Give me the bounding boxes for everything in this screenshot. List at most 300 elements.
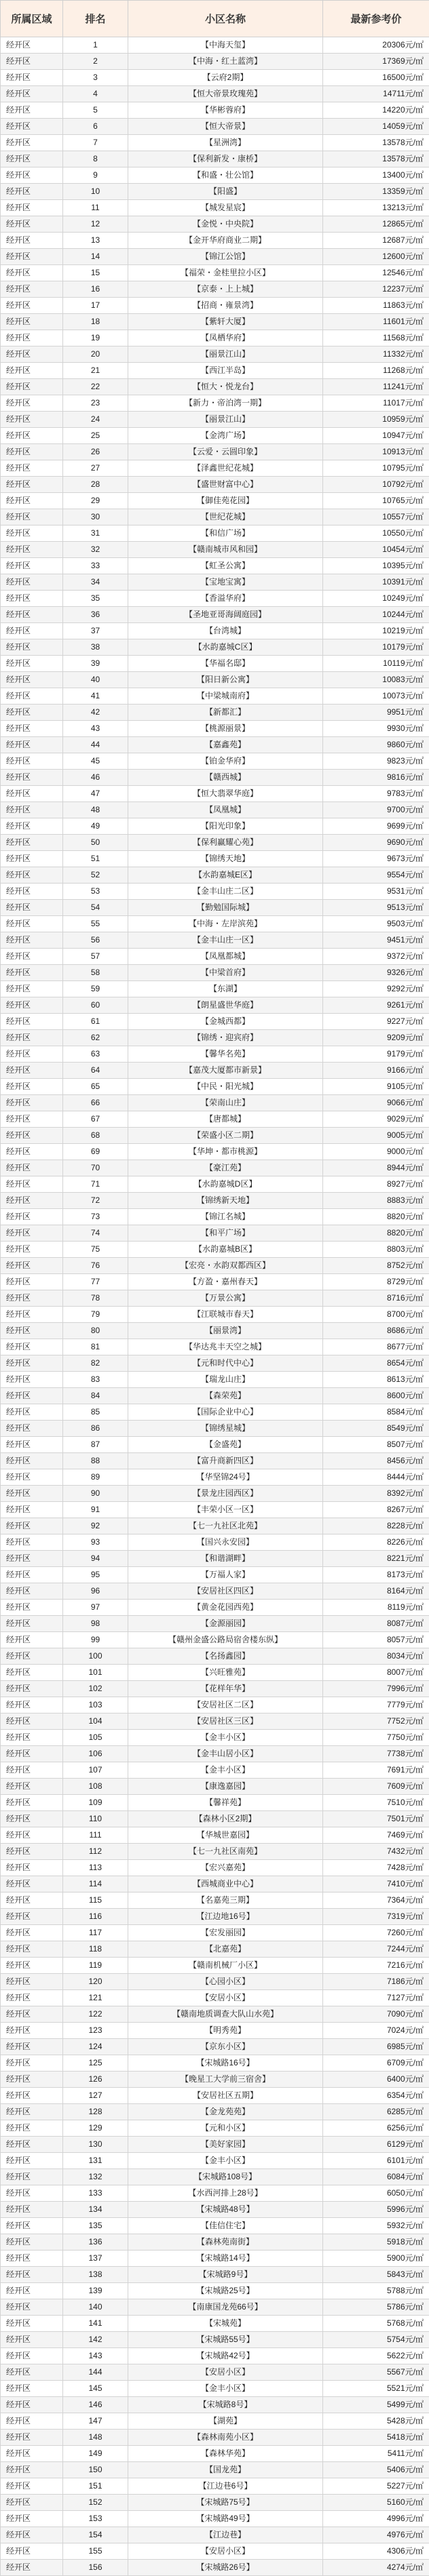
rank-cell: 24 (63, 412, 128, 428)
table-row (1, 949, 429, 965)
community-name-cell: 【方盈・嘉州春天】 (128, 1274, 323, 1290)
price-unit: 元/㎡ (405, 2074, 424, 2084)
price-unit: 元/㎡ (405, 1440, 424, 1449)
price-unit: 元/㎡ (405, 1879, 424, 1888)
price-value: 11017 (383, 398, 405, 408)
rank-cell: 85 (63, 1404, 128, 1421)
price-value: 9783 (387, 789, 405, 798)
table-row (1, 1111, 429, 1128)
community-name-cell: 【恒大帝景】 (128, 119, 323, 135)
table-row (1, 1258, 429, 1274)
price-cell (323, 2120, 429, 2137)
price-cell (323, 639, 429, 656)
table-row (1, 1551, 429, 1567)
district-cell: 经开区 (1, 1746, 63, 1762)
table-row (1, 151, 429, 167)
community-name-cell: 【桃源丽景】 (128, 721, 323, 737)
table-row (1, 1518, 429, 1534)
price-cell (323, 2381, 429, 2397)
community-name-cell: 【宋城路14号】 (128, 2251, 323, 2267)
price-unit: 元/㎡ (405, 121, 424, 131)
price-unit: 元/㎡ (405, 2383, 424, 2393)
district-cell: 经开区 (1, 119, 63, 135)
district-cell: 经开区 (1, 1111, 63, 1128)
price-unit: 元/㎡ (405, 447, 424, 456)
table-row (1, 412, 429, 428)
price-cell (323, 2251, 429, 2267)
district-cell: 经开区 (1, 1014, 63, 1030)
price-cell (323, 2039, 429, 2055)
table-row (1, 1225, 429, 1242)
rank-cell: 129 (63, 2120, 128, 2137)
price-value: 8034 (387, 1651, 405, 1661)
price-unit: 元/㎡ (405, 2416, 424, 2425)
community-name-cell: 【台湾城】 (128, 623, 323, 639)
price-unit: 元/㎡ (405, 317, 424, 326)
rank-cell: 25 (63, 428, 128, 444)
rank-cell: 153 (63, 2511, 128, 2527)
table-row (1, 1307, 429, 1323)
table-row (1, 298, 429, 314)
price-unit: 元/㎡ (405, 854, 424, 863)
price-unit: 元/㎡ (405, 1065, 424, 1075)
table-row (1, 2169, 429, 2185)
community-name-cell: 【阳光印象】 (128, 818, 323, 835)
price-value: 7024 (387, 2025, 405, 2035)
table-row (1, 2462, 429, 2478)
rank-cell: 21 (63, 363, 128, 379)
rank-cell: 58 (63, 965, 128, 981)
price-value: 11268 (383, 365, 405, 375)
table-row (1, 395, 429, 412)
price-cell (323, 1762, 429, 1779)
district-cell: 经开区 (1, 1469, 63, 1486)
price-cell (323, 2088, 429, 2104)
community-name-cell: 【金龙苑苑】 (128, 2104, 323, 2120)
price-cell (323, 2446, 429, 2462)
price-value: 8221 (387, 1553, 405, 1563)
table-row (1, 1600, 429, 1616)
rank-cell: 118 (63, 1941, 128, 1958)
district-cell: 经开区 (1, 2202, 63, 2218)
rank-cell: 65 (63, 1079, 128, 1095)
community-name-cell: 【和信广场】 (128, 526, 323, 542)
table-row (1, 1290, 429, 1307)
price-cell (323, 298, 429, 314)
price-unit: 元/㎡ (405, 1309, 424, 1319)
price-value: 7510 (387, 1798, 405, 1807)
community-name-cell: 【凤凰城】 (128, 802, 323, 818)
community-name-cell: 【森林苑南街】 (128, 2234, 323, 2251)
district-cell: 经开区 (1, 1779, 63, 1795)
table-row (1, 1958, 429, 1974)
community-name-cell: 【中梁城南府】 (128, 688, 323, 705)
community-name-cell: 【赣南城市风和园】 (128, 542, 323, 558)
community-name-cell: 【明秀苑】 (128, 2023, 323, 2039)
district-cell: 经开区 (1, 721, 63, 737)
rank-cell: 130 (63, 2137, 128, 2153)
price-value: 10219 (382, 626, 405, 635)
table-row (1, 1648, 429, 1665)
price-value: 5160 (387, 2497, 405, 2507)
community-name-cell: 【凤栖华府】 (128, 330, 323, 346)
district-cell: 经开区 (1, 1307, 63, 1323)
rank-cell: 3 (63, 70, 128, 86)
rank-cell: 70 (63, 1160, 128, 1176)
table-header (1, 1, 429, 37)
price-value: 7428 (387, 1863, 405, 1872)
community-name-cell: 【金丰小区】 (128, 2381, 323, 2397)
community-name-cell: 【金开华府商业二期】 (128, 233, 323, 249)
rank-cell: 137 (63, 2251, 128, 2267)
price-unit: 元/㎡ (405, 870, 424, 879)
rank-cell: 120 (63, 1974, 128, 1990)
price-value: 11332 (383, 349, 405, 359)
header-rank: 排名 (63, 1, 128, 37)
price-cell (323, 1827, 429, 1844)
rank-cell: 106 (63, 1746, 128, 1762)
price-cell (323, 493, 429, 509)
price-unit: 元/㎡ (405, 1716, 424, 1726)
price-unit: 元/㎡ (405, 1195, 424, 1205)
price-cell (323, 1193, 429, 1209)
table-row (1, 1893, 429, 1909)
community-name-cell: 【安居社区五期】 (128, 2088, 323, 2104)
price-unit: 元/㎡ (405, 2432, 424, 2442)
district-cell: 经开区 (1, 1925, 63, 1941)
price-value: 5768 (387, 2318, 405, 2328)
price-unit: 元/㎡ (405, 675, 424, 684)
district-cell: 经开区 (1, 2560, 63, 2576)
header-reference-price: 最新参考价 (323, 1, 429, 37)
price-value: 7186 (387, 1977, 405, 1986)
price-unit: 元/㎡ (405, 1944, 424, 1954)
community-name-cell: 【元和时代中心】 (128, 1355, 323, 1372)
price-value: 9105 (387, 1082, 405, 1091)
price-unit: 元/㎡ (405, 1814, 424, 1823)
rank-cell: 80 (63, 1323, 128, 1339)
rank-cell: 79 (63, 1307, 128, 1323)
district-cell: 经开区 (1, 1811, 63, 1827)
district-cell: 经开区 (1, 2039, 63, 2055)
table-row (1, 818, 429, 835)
rank-cell: 127 (63, 2088, 128, 2104)
table-row (1, 2364, 429, 2381)
community-name-cell: 【安居小区】 (128, 2543, 323, 2560)
community-name-cell: 【森荣苑】 (128, 1388, 323, 1404)
community-name-cell: 【宋城路75号】 (128, 2495, 323, 2511)
district-cell: 经开区 (1, 1404, 63, 1421)
rank-cell: 52 (63, 867, 128, 884)
rank-cell: 140 (63, 2299, 128, 2316)
community-name-cell: 【心园小区】 (128, 1974, 323, 1990)
price-cell (323, 2006, 429, 2023)
district-cell: 经开区 (1, 2267, 63, 2283)
price-cell (323, 102, 429, 119)
district-cell: 经开区 (1, 2006, 63, 2023)
price-unit: 元/㎡ (405, 2188, 424, 2198)
price-cell (323, 330, 429, 346)
rank-cell: 144 (63, 2364, 128, 2381)
table-row (1, 2234, 429, 2251)
rank-cell: 121 (63, 1990, 128, 2006)
table-row (1, 900, 429, 916)
rank-cell: 7 (63, 135, 128, 151)
price-cell (323, 37, 429, 54)
price-cell (323, 949, 429, 965)
table-row (1, 656, 429, 672)
district-cell: 经开区 (1, 1762, 63, 1779)
price-unit: 元/㎡ (405, 1537, 424, 1547)
table-row (1, 200, 429, 216)
community-name-cell: 【恒大帝景玫瑰苑】 (128, 86, 323, 102)
table-row (1, 167, 429, 184)
price-value: 8226 (387, 1537, 405, 1547)
district-cell: 经开区 (1, 835, 63, 851)
community-name-cell: 【美好家园】 (128, 2137, 323, 2153)
district-cell: 经开区 (1, 818, 63, 835)
price-value: 10073 (382, 691, 405, 700)
price-unit: 元/㎡ (405, 349, 424, 359)
price-unit: 元/㎡ (405, 593, 424, 603)
price-unit: 元/㎡ (405, 951, 424, 961)
rank-cell: 136 (63, 2234, 128, 2251)
community-name-cell: 【香溢华府】 (128, 591, 323, 607)
table-row (1, 86, 429, 102)
community-name-cell: 【水韵嘉城B区】 (128, 1242, 323, 1258)
price-cell (323, 1909, 429, 1925)
price-unit: 元/㎡ (405, 1130, 424, 1140)
price-cell (323, 2478, 429, 2495)
rank-cell: 71 (63, 1176, 128, 1193)
district-cell: 经开区 (1, 705, 63, 721)
district-cell: 经开区 (1, 1860, 63, 1876)
community-name-cell: 【阳盛】 (128, 184, 323, 200)
rank-cell: 33 (63, 558, 128, 574)
district-cell: 经开区 (1, 428, 63, 444)
district-cell: 经开区 (1, 1909, 63, 1925)
price-cell (323, 1404, 429, 1421)
community-name-cell: 【万福人家】 (128, 1567, 323, 1583)
community-name-cell: 【御佳苑花园】 (128, 493, 323, 509)
price-unit: 元/㎡ (405, 1326, 424, 1335)
table-row (1, 216, 429, 233)
table-row (1, 2446, 429, 2462)
district-cell: 经开区 (1, 1990, 63, 2006)
table-row (1, 721, 429, 737)
district-cell: 经开区 (1, 2104, 63, 2120)
price-unit: 元/㎡ (405, 1147, 424, 1156)
rank-cell: 114 (63, 1876, 128, 1893)
price-cell (323, 1258, 429, 1274)
rank-cell: 119 (63, 1958, 128, 1974)
table-row (1, 770, 429, 786)
community-name-cell: 【勤勉国际城】 (128, 900, 323, 916)
district-cell: 经开区 (1, 1502, 63, 1518)
community-name-cell: 【泽鑫世纪花城】 (128, 460, 323, 477)
community-name-cell: 【唐都城】 (128, 1111, 323, 1128)
price-value: 4976 (387, 2530, 405, 2539)
price-value: 8716 (387, 1293, 405, 1303)
table-row (1, 428, 429, 444)
price-cell (323, 70, 429, 86)
price-value: 8087 (387, 1619, 405, 1628)
rank-cell: 116 (63, 1909, 128, 1925)
price-unit: 元/㎡ (405, 463, 424, 473)
price-value: 7090 (387, 2009, 405, 2019)
price-cell (323, 965, 429, 981)
rank-cell: 74 (63, 1225, 128, 1242)
community-name-cell: 【金湾广场】 (128, 428, 323, 444)
price-value: 6709 (387, 2058, 405, 2067)
price-cell (323, 1502, 429, 1518)
community-name-cell: 【七一九社区南苑】 (128, 1844, 323, 1860)
rank-cell: 124 (63, 2039, 128, 2055)
price-value: 10395 (382, 561, 405, 570)
community-name-cell: 【宋城路49号】 (128, 2511, 323, 2527)
price-value: 8119 (388, 1602, 405, 1612)
price-value: 5227 (387, 2481, 405, 2491)
table-row (1, 1128, 429, 1144)
community-name-cell: 【中海・左岸滨苑】 (128, 916, 323, 932)
price-cell (323, 2169, 429, 2185)
price-unit: 元/㎡ (405, 1684, 424, 1693)
district-cell: 经开区 (1, 493, 63, 509)
price-cell (323, 737, 429, 753)
price-unit: 元/㎡ (405, 219, 424, 229)
rank-cell: 107 (63, 1762, 128, 1779)
price-value: 8173 (387, 1570, 405, 1579)
district-cell: 经开区 (1, 1355, 63, 1372)
price-value: 8228 (387, 1521, 405, 1530)
rank-cell: 147 (63, 2413, 128, 2430)
rank-cell: 126 (63, 2072, 128, 2088)
price-unit: 元/㎡ (405, 1293, 424, 1303)
district-cell: 经开区 (1, 737, 63, 753)
community-name-cell: 【金丰小区】 (128, 1762, 323, 1779)
price-value: 8729 (387, 1277, 405, 1286)
district-cell: 经开区 (1, 1388, 63, 1404)
price-cell (323, 2316, 429, 2332)
district-cell: 经开区 (1, 86, 63, 102)
price-cell (323, 1844, 429, 1860)
district-cell: 经开区 (1, 1095, 63, 1111)
community-name-cell: 【名扬鑫园】 (128, 1648, 323, 1665)
price-cell (323, 574, 429, 591)
table-row (1, 2023, 429, 2039)
price-value: 13213 (382, 203, 405, 212)
table-row (1, 1046, 429, 1063)
district-cell: 经开区 (1, 1242, 63, 1258)
price-cell (323, 688, 429, 705)
price-unit: 元/㎡ (405, 1277, 424, 1286)
community-name-cell: 【锦绣新天地】 (128, 1193, 323, 1209)
price-unit: 元/㎡ (405, 300, 424, 310)
price-unit: 元/㎡ (405, 756, 424, 766)
table-row (1, 135, 429, 151)
table-row (1, 2381, 429, 2397)
price-cell (323, 54, 429, 70)
community-name-cell: 【铂金华府】 (128, 753, 323, 770)
price-unit: 元/㎡ (405, 1993, 424, 2002)
price-cell (323, 997, 429, 1014)
table-row (1, 54, 429, 70)
table-row (1, 1144, 429, 1160)
price-cell (323, 1893, 429, 1909)
community-name-cell: 【金悦・中央院】 (128, 216, 323, 233)
price-unit: 元/㎡ (405, 1586, 424, 1596)
community-name-cell: 【盛世财富中心】 (128, 477, 323, 493)
table-row (1, 981, 429, 997)
table-row (1, 2104, 429, 2120)
rank-cell: 154 (63, 2527, 128, 2543)
community-name-cell: 【江边地16号】 (128, 1909, 323, 1925)
rank-cell: 142 (63, 2332, 128, 2348)
price-cell (323, 1779, 429, 1795)
price-value: 8654 (387, 1358, 405, 1368)
community-name-cell: 【宏发丽园】 (128, 1925, 323, 1941)
table-row (1, 1160, 429, 1176)
community-name-cell: 【黄金花园西苑】 (128, 1600, 323, 1616)
table-row (1, 2218, 429, 2234)
community-name-cell: 【金丰山居小区】 (128, 1746, 323, 1762)
rank-cell: 62 (63, 1030, 128, 1046)
district-cell: 经开区 (1, 1713, 63, 1730)
table-row (1, 1567, 429, 1583)
community-name-cell: 【西城商业中心】 (128, 1876, 323, 1893)
community-name-cell: 【宋城路48号】 (128, 2202, 323, 2218)
price-unit: 元/㎡ (405, 2139, 424, 2149)
price-cell (323, 379, 429, 395)
district-cell: 经开区 (1, 851, 63, 867)
community-name-cell: 【七一九社区北苑】 (128, 1518, 323, 1534)
rank-cell: 109 (63, 1795, 128, 1811)
price-value: 12237 (382, 284, 405, 294)
community-name-cell: 【兴旺雅苑】 (128, 1665, 323, 1681)
price-value: 7779 (387, 1700, 405, 1709)
price-cell (323, 835, 429, 851)
price-cell (323, 1307, 429, 1323)
district-cell: 经开区 (1, 1079, 63, 1095)
price-cell (323, 1616, 429, 1632)
table-row (1, 1925, 429, 1941)
rank-cell: 141 (63, 2316, 128, 2332)
community-name-cell: 【宋城路55号】 (128, 2332, 323, 2348)
price-cell (323, 395, 429, 412)
price-unit: 元/㎡ (405, 1456, 424, 1465)
community-name-cell: 【丽景湾】 (128, 1323, 323, 1339)
district-cell: 经开区 (1, 2364, 63, 2381)
price-value: 7260 (387, 1928, 405, 1937)
district-cell: 经开区 (1, 1144, 63, 1160)
district-cell: 经开区 (1, 2527, 63, 2543)
table-row (1, 1583, 429, 1600)
price-value: 10550 (382, 528, 405, 538)
district-cell: 经开区 (1, 900, 63, 916)
rank-cell: 44 (63, 737, 128, 753)
community-name-cell: 【丰荣小区一区】 (128, 1502, 323, 1518)
community-name-cell: 【名嘉苑三期】 (128, 1893, 323, 1909)
price-cell (323, 542, 429, 558)
rank-cell: 16 (63, 281, 128, 298)
price-unit: 元/㎡ (405, 382, 424, 391)
price-value: 8584 (387, 1407, 405, 1416)
rank-cell: 98 (63, 1616, 128, 1632)
price-unit: 元/㎡ (405, 2204, 424, 2214)
price-unit: 元/㎡ (405, 186, 424, 196)
table-row (1, 1014, 429, 1030)
rank-cell: 32 (63, 542, 128, 558)
